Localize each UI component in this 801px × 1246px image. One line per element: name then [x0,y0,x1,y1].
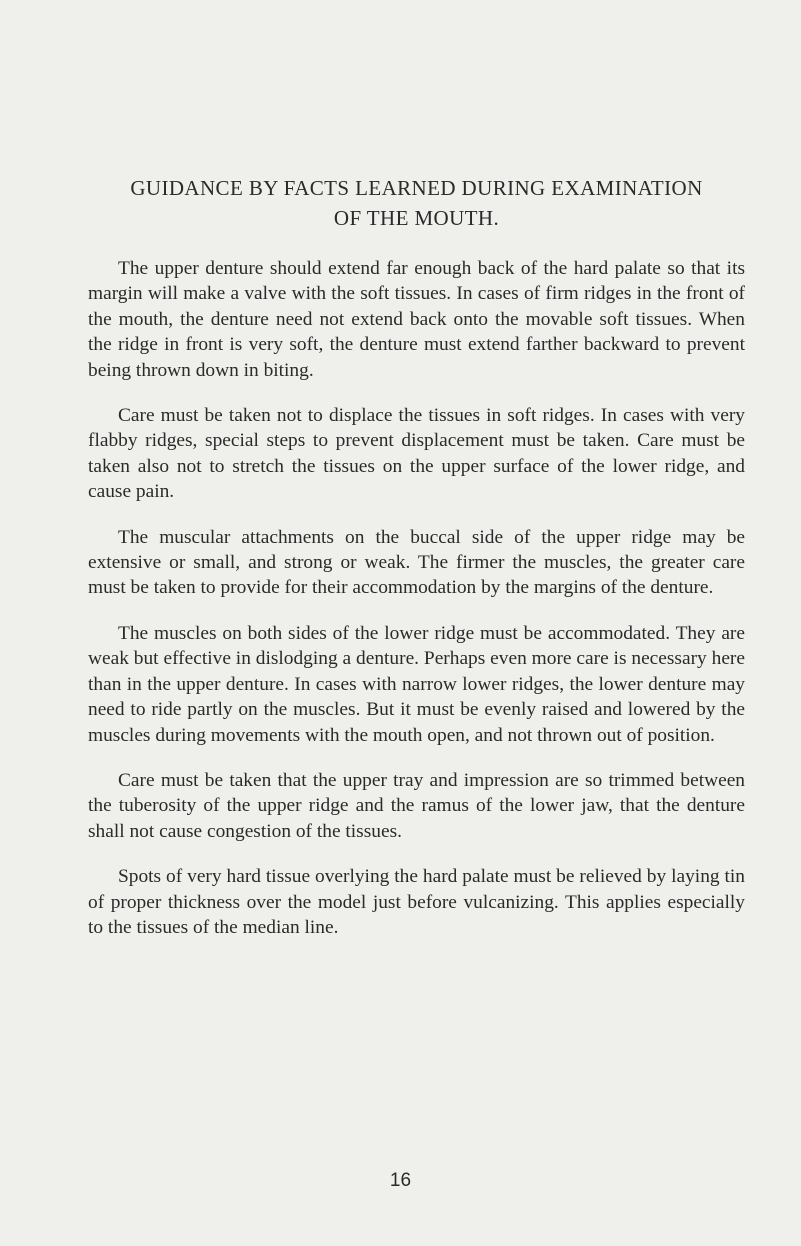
document-page [88,173,745,960]
paragraph-lower-ridge-muscles: The muscles on both sides of the lower ridge must be accommodated. They are weak but effective in dislodging a denture. Perhaps even more care is necessary here than in the upper denture. In cases with narrow lower ridges, the lower denture may need to ride partly on the muscles. But it must be evenly raised and lowered by the muscles during movements with the mouth open, and not thrown out of position. [88,622,745,746]
page-number: 16 [389,1170,412,1191]
title-line-2: OF THE MOUTH. [333,206,500,230]
paragraph-upper-denture: The upper denture should extend far enough back of the hard palate so that its margin will make a valve with the soft tissues. In cases of firm ridges in the front of the mouth, the denture need not extend back onto the movable soft tissues. When the ridge in front is very soft, the denture must extend farther backward to prevent being thrown down in biting. [88,258,745,381]
paragraph-soft-ridges: Care must be taken not to displace the tissues in soft ridges. In cases with very flabby ridges, special steps to prevent displacement must be taken. Care must be taken also not to stretch the tissues on the upper surface of the lower ridge, and cause pain. [88,405,745,503]
paragraph-hard-tissue-relief: Spots of very hard tissue overlying the hard palate must be relieved by laying tin of proper thickness over the model just before vulcanizing. This applies especially to the tissues of the median line. [88,866,745,938]
page-title [88,173,745,233]
title-line-1: GUIDANCE BY FACTS LEARNED DURING EXAMINATION [130,176,703,200]
paragraph-tray-trimming: Care must be taken that the upper tray and impression are so trimmed between the tuberosity of the upper ridge and the ramus of the lower jaw, that the denture shall not cause congestion of the tissues. [88,769,745,842]
paragraph-muscular-attachments: The muscular attachments on the buccal side of the upper ridge may be extensive or small, and strong or weak. The firmer the muscles, the greater care must be taken to provide for their accommodation by the margins of the denture. [88,526,745,599]
